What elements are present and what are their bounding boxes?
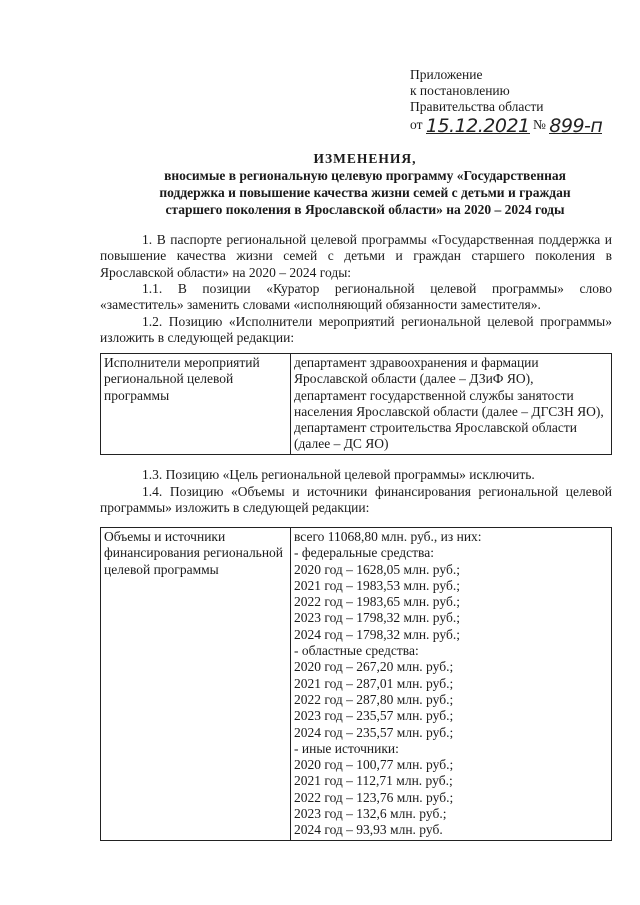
paragraph-1-1: 1.1. В позиции «Куратор региональной целевой программы» слово «заместитель» заменить словами «исполняющий обязанности заместителя». [100,281,612,313]
executors-label: Исполнители мероприятий региональной целевой программы [101,354,291,455]
funding-line: - федеральные средства: [294,545,434,561]
funding-line: 2023 год – 235,57 млн. руб.; [294,708,454,724]
appendix-line-2: к постановлению [410,83,510,98]
date-prefix: от [410,117,423,132]
funding-line: 2023 год – 132,6 млн. руб.; [294,806,447,822]
funding-line: 2020 год – 267,20 млн. руб.; [294,659,454,675]
date-field [425,115,530,137]
funding-line: 2024 год – 93,93 млн. руб. [294,822,443,838]
title-main: ИЗМЕНЕНИЯ, [313,151,417,166]
number-field [549,115,603,137]
handwritten-date: 15.12.2021 [425,115,530,137]
table-row [101,528,612,841]
appendix-block [410,67,615,137]
appendix-line-3: Правительства области [410,99,544,114]
paragraph-1-3: 1.3. Позицию «Цель региональной целевой программы» исключить. [142,467,535,482]
funding-line: 2021 год – 1983,53 млн. руб.; [294,577,460,593]
handwritten-number: 899-п [549,115,603,137]
appendix-date-line [410,115,615,137]
title-line-1: вносимые в региональную целевую программу «Государственная [164,168,566,183]
funding-line: 2020 год – 1628,05 млн. руб.; [294,561,460,577]
executors-value: департамент здравоохранения и фармации Ярославской области (далее – ДЗиФ ЯО), департамент государственной службы занятости населения Ярославской области (далее – ДГСЗН ЯО), департамент строительства Ярославской области (далее – ДС ЯО) [291,354,612,455]
funding-line: 2021 год – 112,71 млн. руб.; [294,773,453,789]
funding-line: - областные средства: [294,643,419,659]
paragraph-1-4: 1.4. Позицию «Объемы и источники финансирования региональной целевой программы» изложить в следующей редакции: [100,484,612,516]
funding-line: 2024 год – 235,57 млн. руб.; [294,724,454,740]
funding-line: 2022 год – 287,80 млн. руб.; [294,691,454,707]
funding-line: 2024 год – 1798,32 млн. руб.; [294,626,460,642]
funding-line: 2021 год – 287,01 млн. руб.; [294,675,454,691]
funding-line: всего 11068,80 млн. руб., из них: [294,529,482,544]
funding-line: 2022 год – 123,76 млн. руб.; [294,789,454,805]
document-title [100,150,630,218]
funding-label: Объемы и источники финансирования региональной целевой программы [101,528,291,841]
funding-line: 2023 год – 1798,32 млн. руб.; [294,610,460,626]
number-prefix: № [533,117,546,132]
appendix-line-1: Приложение [410,67,483,82]
paragraph-1: 1. В паспорте региональной целевой программы «Государственная поддержка и повышение качества жизни семей с детьми и граждан старшего поколения в Ярославской области» на 2020 – 2024 годы: [100,232,612,280]
funding-line: 2022 год – 1983,65 млн. руб.; [294,594,460,610]
executors-table [100,353,612,455]
funding-table [100,527,612,841]
table-row [101,354,612,455]
funding-values [291,528,612,841]
title-line-3: старшего поколения в Ярославской области» на 2020 – 2024 годы [165,202,565,217]
funding-line: - иные источники: [294,740,399,756]
funding-line: 2020 год – 100,77 млн. руб.; [294,757,454,773]
paragraph-1-2: 1.2. Позицию «Исполнители мероприятий региональной целевой программы» изложить в следующей редакции: [100,314,612,346]
title-line-2: поддержка и повышение качества жизни семей с детьми и граждан [159,185,571,200]
